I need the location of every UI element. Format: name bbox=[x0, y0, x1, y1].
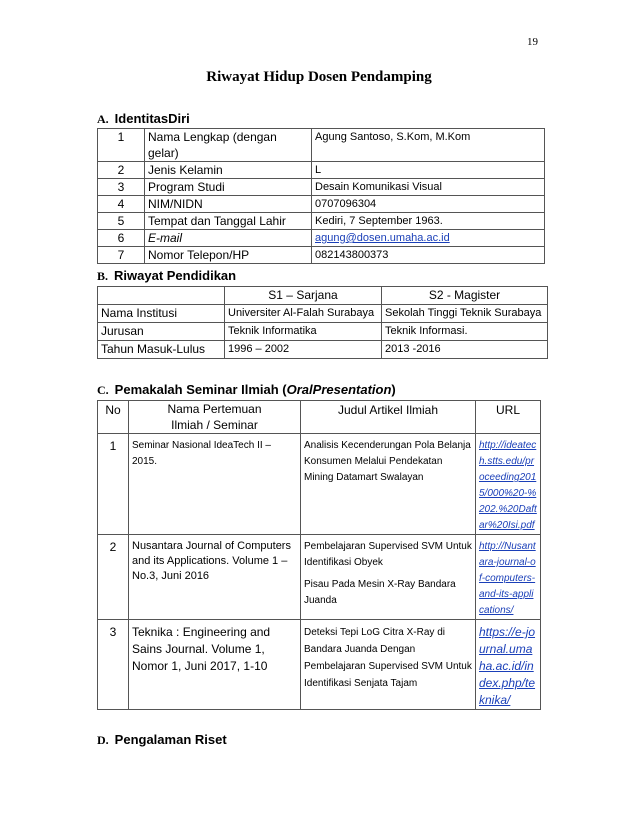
identity-value: 0707096304 bbox=[312, 196, 545, 213]
email-link[interactable]: agung@dosen.umaha.ac.id bbox=[315, 232, 450, 244]
table-header-row bbox=[98, 287, 548, 305]
section-b-heading bbox=[97, 268, 236, 284]
identity-value: Desain Komunikasi Visual bbox=[312, 179, 545, 196]
identity-label: Nomor Telepon/HP bbox=[145, 247, 312, 264]
identity-value: L bbox=[312, 162, 545, 179]
email-cell bbox=[312, 230, 545, 247]
table-row bbox=[98, 305, 548, 323]
education-s1: 1996 – 2002 bbox=[225, 341, 382, 359]
seminar-name: Teknika : Engineering and Sains Journal. Volume 1, Nomor 1, Juni 2017, 1-10 bbox=[129, 620, 301, 710]
seminar-header-url: URL bbox=[476, 401, 541, 434]
seminar-no: 1 bbox=[98, 434, 129, 535]
seminar-title: Deteksi Tepi LoG Citra X-Ray di Bandara Juanda Dengan Pembelajaran Supervised SVM Untuk Identifikasi Senjata Tajam bbox=[301, 620, 476, 710]
education-header-s2: S2 - Magister bbox=[382, 287, 548, 305]
seminar-title-cell bbox=[301, 535, 476, 620]
seminar-header-title: Judul Artikel Ilmiah bbox=[301, 401, 476, 434]
section-a-heading bbox=[97, 111, 190, 127]
seminar-name: Seminar Nasional IdeaTech II – 2015. bbox=[129, 434, 301, 535]
section-c-heading bbox=[97, 382, 396, 398]
education-table bbox=[97, 286, 548, 359]
section-c-letter: C. bbox=[97, 383, 109, 397]
section-a-title: IdentitasDiri bbox=[114, 111, 190, 126]
table-row bbox=[98, 434, 541, 535]
document-title: Riwayat Hidup Dosen Pendamping bbox=[206, 69, 432, 85]
identity-value: 082143800373 bbox=[312, 247, 545, 264]
education-s2: Teknik Informasi. bbox=[382, 323, 548, 341]
education-label: Tahun Masuk-Lulus bbox=[98, 341, 225, 359]
identity-label: E-mail bbox=[145, 230, 312, 247]
identity-label: Nama Lengkap (dengan gelar) bbox=[145, 129, 312, 162]
seminar-header-name: Nama Pertemuan Ilmiah / Seminar bbox=[129, 401, 301, 434]
education-label: Jurusan bbox=[98, 323, 225, 341]
section-b-letter: B. bbox=[97, 269, 109, 283]
table-row bbox=[98, 341, 548, 359]
section-c-title-prefix: Pemakalah Seminar Ilmiah ( bbox=[114, 382, 287, 397]
identity-value: Kediri, 7 September 1963. bbox=[312, 213, 545, 230]
seminar-url-link[interactable]: http://Nusantara-journal-of-computers-and-its-applications/ bbox=[479, 541, 536, 616]
table-row bbox=[98, 323, 548, 341]
section-d-title: Pengalaman Riset bbox=[114, 732, 227, 747]
identity-no: 5 bbox=[98, 213, 145, 230]
education-s1: Teknik Informatika bbox=[225, 323, 382, 341]
seminar-no: 3 bbox=[98, 620, 129, 710]
table-row bbox=[98, 230, 545, 247]
section-c-title-suffix: ) bbox=[391, 382, 396, 397]
identity-value: Agung Santoso, S.Kom, M.Kom bbox=[312, 129, 545, 162]
table-row bbox=[98, 162, 545, 179]
table-row bbox=[98, 247, 545, 264]
education-header-s1: S1 – Sarjana bbox=[225, 287, 382, 305]
table-header-row bbox=[98, 401, 541, 434]
seminar-no: 2 bbox=[98, 535, 129, 620]
seminar-url-link[interactable]: http://ideatech.stts.edu/proceeding2015/000%20-%202.%20Daftar%20Isi.pdf bbox=[479, 440, 537, 531]
identity-label: NIM/NIDN bbox=[145, 196, 312, 213]
identity-no: 4 bbox=[98, 196, 145, 213]
seminar-title: Analisis Kecenderungan Pola Belanja Konsumen Melalui Pendekatan Mining Datamart Swalayan bbox=[301, 434, 476, 535]
seminar-url-cell bbox=[476, 620, 541, 710]
identity-no: 7 bbox=[98, 247, 145, 264]
identity-table bbox=[97, 128, 545, 264]
seminar-url-cell bbox=[476, 434, 541, 535]
identity-no: 2 bbox=[98, 162, 145, 179]
identity-no: 6 bbox=[98, 230, 145, 247]
education-s1: Universiter Al-Falah Surabaya bbox=[225, 305, 382, 323]
identity-no: 3 bbox=[98, 179, 145, 196]
section-b-title: Riwayat Pendidikan bbox=[114, 268, 237, 283]
education-s2: 2013 -2016 bbox=[382, 341, 548, 359]
seminar-url-link[interactable]: https://e-journal.umaha.ac.id/index.php/teknika/ bbox=[479, 625, 536, 707]
seminar-title: Pembelajaran Supervised SVM Untuk Identifikasi Obyek bbox=[304, 541, 472, 568]
education-label: Nama Institusi bbox=[98, 305, 225, 323]
table-row bbox=[98, 620, 541, 710]
page-number: 19 bbox=[527, 36, 538, 48]
identity-no: 1 bbox=[98, 129, 145, 162]
section-a-letter: A. bbox=[97, 112, 109, 126]
identity-label: Program Studi bbox=[145, 179, 312, 196]
education-header-blank bbox=[98, 287, 225, 305]
seminar-title-continued: Pisau Pada Mesin X-Ray Bandara Juanda bbox=[304, 579, 456, 606]
section-c-title-italic: OralPresentation bbox=[286, 382, 392, 397]
table-row bbox=[98, 179, 545, 196]
table-row bbox=[98, 129, 545, 162]
seminar-url-cell bbox=[476, 535, 541, 620]
education-s2: Sekolah Tinggi Teknik Surabaya bbox=[382, 305, 548, 323]
seminar-name: Nusantara Journal of Computers and its Applications. Volume 1 – No.3, Juni 2016 bbox=[129, 535, 301, 620]
identity-label: Tempat dan Tanggal Lahir bbox=[145, 213, 312, 230]
section-d-letter: D. bbox=[97, 733, 109, 747]
identity-label: Jenis Kelamin bbox=[145, 162, 312, 179]
table-row bbox=[98, 196, 545, 213]
seminar-header-no: No bbox=[98, 401, 129, 434]
section-d-heading bbox=[97, 732, 227, 748]
seminar-table bbox=[97, 400, 541, 710]
table-row bbox=[98, 535, 541, 620]
table-row bbox=[98, 213, 545, 230]
